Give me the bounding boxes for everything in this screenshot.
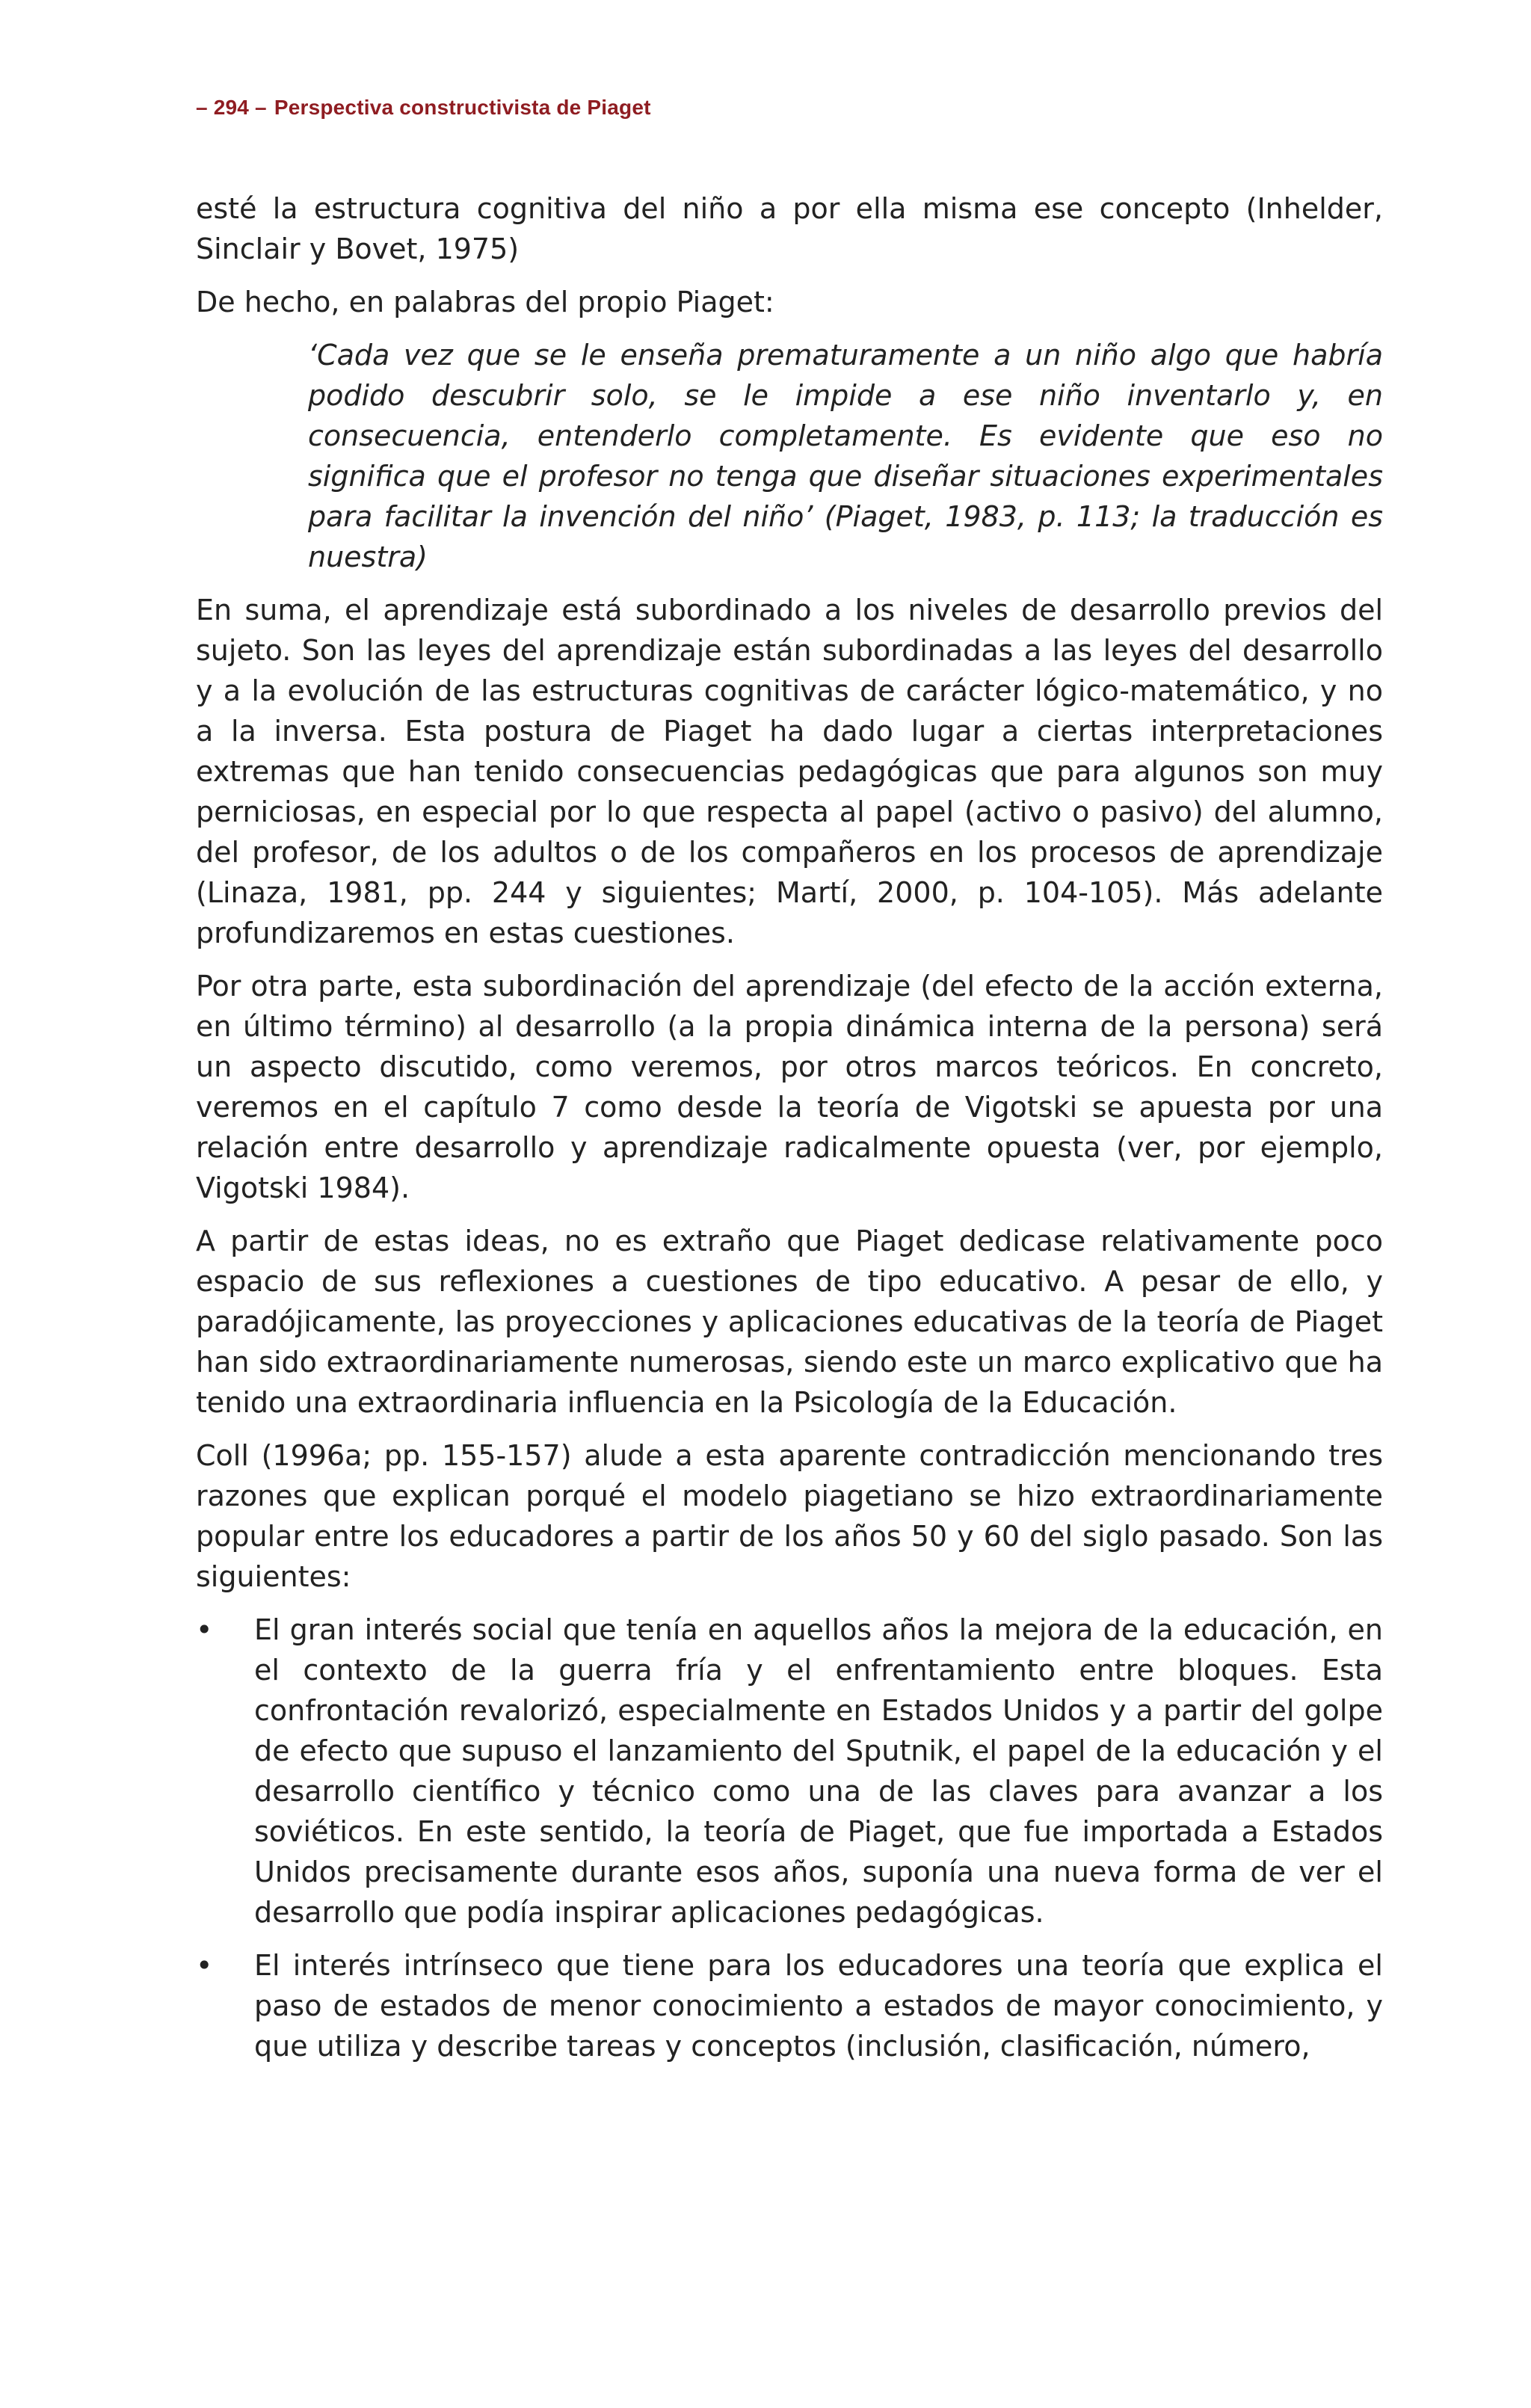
bullet-list (196, 1610, 1383, 2066)
list-item (196, 1945, 1383, 2066)
running-title: Perspectiva constructivista de Piaget (274, 96, 651, 119)
paragraph: esté la estructura cognitiva del niño a por ella misma ese concepto (Inhelder, Sinclair y Bovet, 1975) (196, 192, 1383, 265)
paragraph: Por otra parte, esta subordinación del aprendizaje (del efecto de la acción externa, en último término) al desarrollo (a la propia dinámica interna de la persona) será un aspecto discutido, como veremos, por otros marcos teóricos. En concreto, veremos en el capítulo 7 como desde la teoría de Vigotski se apuesta por una relación entre desarrollo y aprendizaje radicalmente opuesta (ver, por ejemplo, Vigotski 1984). (196, 970, 1383, 1204)
block-quote: ‘Cada vez que se le enseña prematuramente a un niño algo que habría podido descubrir solo, se le impide a ese niño inventarlo y, en consecuencia, entenderlo completamente. Es evidente que eso no significa que el profesor no tenga que diseñar situaciones experimentales para facilitar la invención del niño’ (Piaget, 1983, p. 113; la traducción es nuestra) (308, 339, 1383, 573)
paragraph: A partir de estas ideas, no es extraño que Piaget dedicase relativamente poco espacio de sus reflexiones a cuestiones de tipo educativo. A pesar de ello, y paradójicamente, las proyecciones y aplicaciones educativas de la teoría de Piaget han sido extraordinariamente numerosas, siendo este un marco explicativo que ha tenido una extraordinaria influencia en la Psicología de la Educación. (196, 1225, 1383, 1419)
list-item (196, 1610, 1383, 1933)
list-item-text: El gran interés social que tenía en aquellos años la mejora de la educación, en el contexto de la guerra fría y el enfrentamiento entre bloques. Esta confrontación revalorizó, especialmente en Estados Unidos y a partir del golpe de efecto que supuso el lanzamiento del Sputnik, el papel de la educación y el desarrollo científico y técnico como una de las claves para avanzar a los soviéticos. En este sentido, la teoría de Piaget, que fue importada a Estados Unidos precisamente durante esos años, suponía una nueva forma de ver el desarrollo que podía inspirar aplicaciones pedagógicas. (254, 1613, 1383, 1929)
bullet-icon: • (196, 1613, 213, 1646)
running-header (196, 96, 651, 120)
bullet-icon: • (196, 1949, 213, 1982)
paragraph: En suma, el aprendizaje está subordinado a los niveles de desarrollo previos del sujeto. Son las leyes del aprendizaje están subordinadas a las leyes del desarrollo y a la evolución de las estructuras cognitivas de carácter lógico-matemático, y no a la inversa. Esta postura de Piaget ha dado lugar a ciertas interpretaciones extremas que han tenido consecuencias pedagógicas que para algunos son muy perniciosas, en especial por lo que respecta al papel (activo o pasivo) del alumno, del profesor, de los adultos o de los compañeros en los procesos de aprendizaje (Linaza, 1981, pp. 244 y siguientes; Martí, 2000, p. 104-105). Más adelante profundizaremos en estas cuestiones. (196, 594, 1383, 949)
page-number: – 294 – (196, 96, 267, 119)
list-item-text: El interés intrínseco que tiene para los educadores una teoría que explica el paso de estados de menor conocimiento a estados de mayor conocimiento, y que utiliza y describe tareas y conceptos (inclusión, clasificación, número, (254, 1949, 1383, 2063)
paragraph: Coll (1996a; pp. 155-157) alude a esta aparente contradicción mencionando tres razones que explican porqué el modelo piagetiano se hizo extraordinariamente popular entre los educadores a partir de los años 50 y 60 del siglo pasado. Son las siguientes: (196, 1439, 1383, 1593)
body-text (196, 188, 1383, 2079)
paragraph: De hecho, en palabras del propio Piaget: (196, 286, 774, 318)
